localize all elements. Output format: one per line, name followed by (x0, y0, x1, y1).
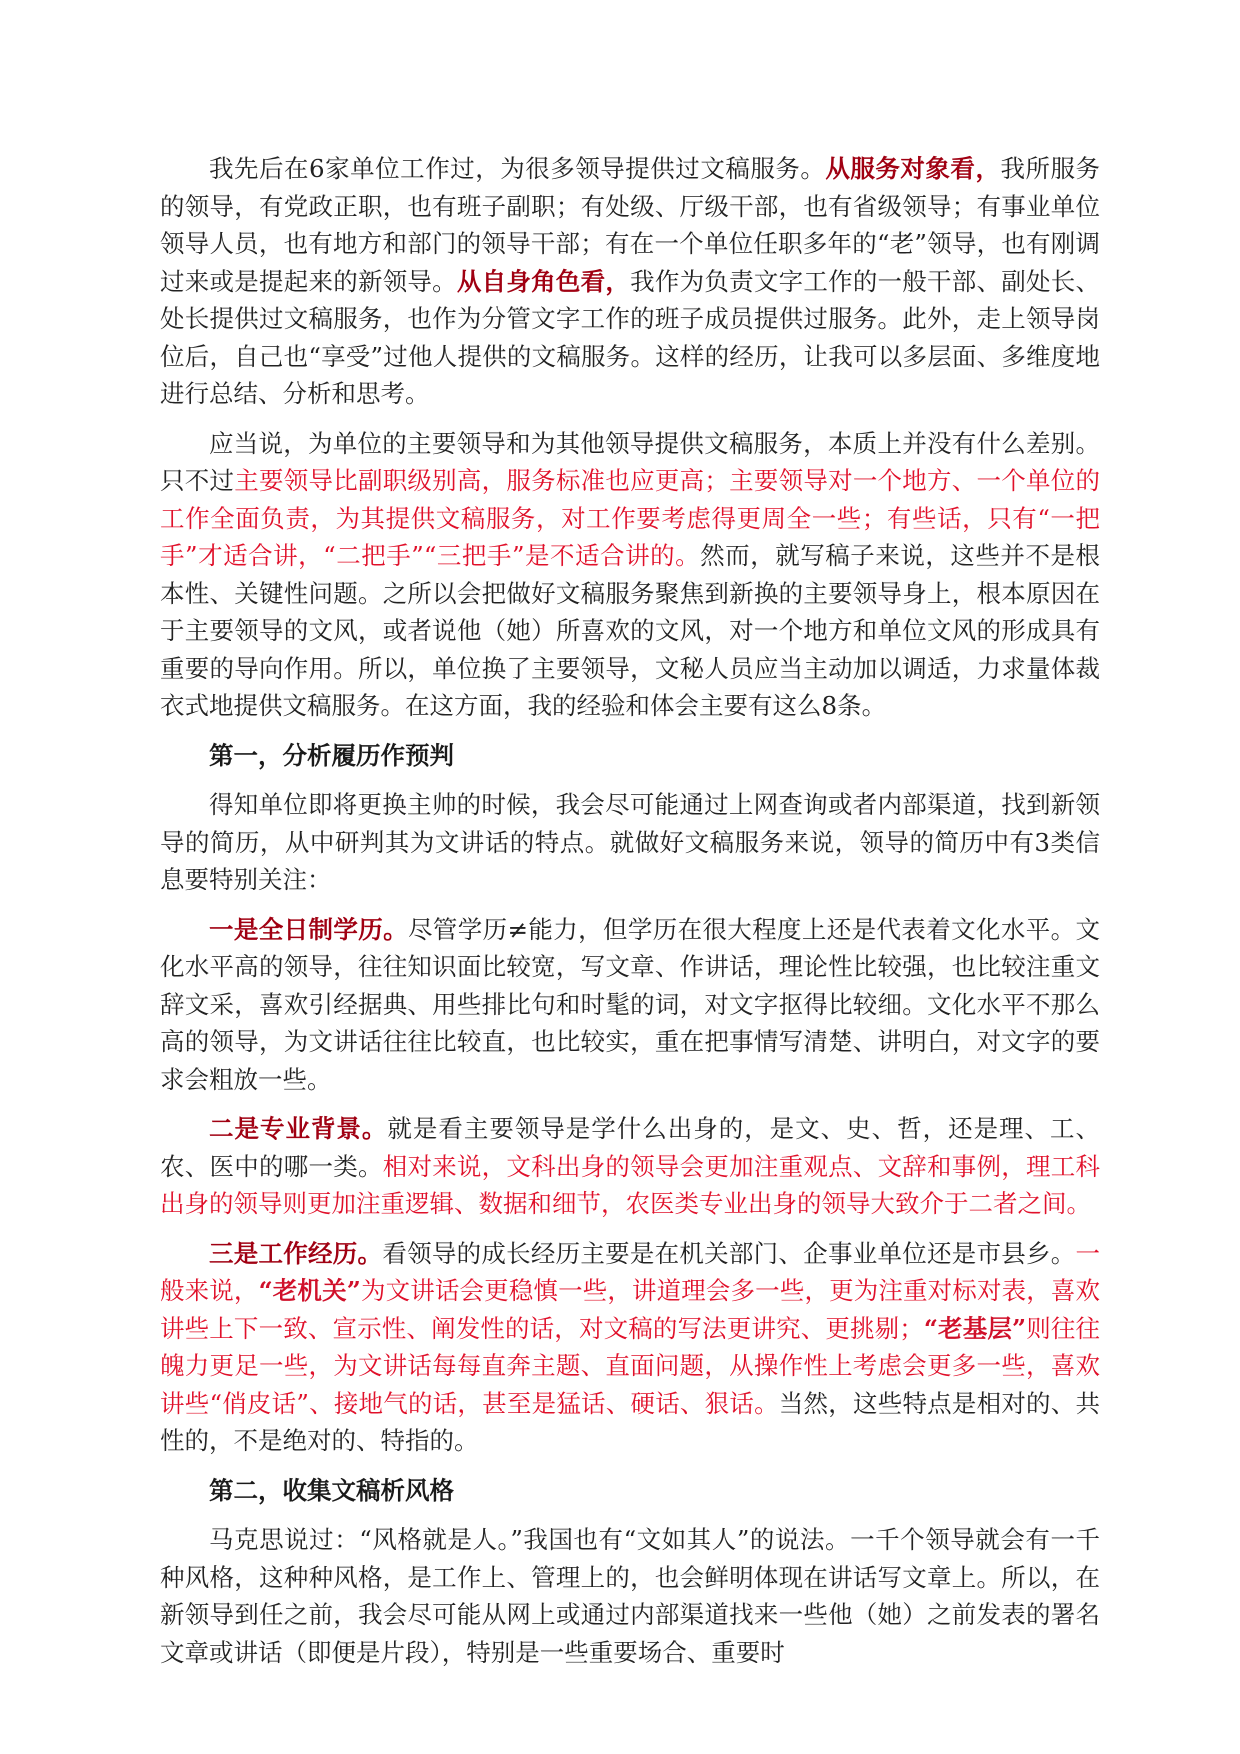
paragraph-text: 当然，这些特点是相对的、共性的，不是绝对的、特指的。 (160, 1388, 1100, 1455)
paragraph-resume: 得知单位即将更换主帅的时候，我会尽可能通过上网查询或者内部渠道，找到新领导的简历，从中研判其为文讲话的特点。就做好文稿服务来说，领导的简历中有3类信息要特别关注： (160, 790, 1100, 894)
paragraph-major (160, 1110, 1100, 1223)
highlighted-text: 相对来说，文科出身的领导会更加注重观点、文辞和事例，理工科出身的领导则更加注重逻辑、数据和细节，农医类专业出身的领导大致介于二者之间。 (160, 1151, 1101, 1218)
highlighted-term-old-grassroots: “老基层” (923, 1313, 1027, 1343)
highlighted-text: 一般来说， (160, 1238, 1101, 1305)
paragraph-education (160, 911, 1100, 1099)
paragraph-text: 我先后在6家单位工作过，为很多领导提供过文稿服务。 (209, 154, 826, 183)
paragraph-text: 我所服务的领导，有党政正职，也有班子副职；有处级、厅级干部，也有省级领导；有事业单位领导人员，也有地方和部门的领导干部；有在一个单位任职多年的“老”领导，也有刚调过来或是提起来的新领导。 (160, 154, 1101, 296)
lead-phrase-service-object: 从服务对象看， (825, 154, 1001, 183)
paragraph-text: 就是看主要领导是学什么出身的，是文、史、哲，还是理、工、农、医中的哪一类。 (160, 1114, 1101, 1181)
paragraph-experience (160, 1235, 1100, 1460)
lead-phrase-education: 一是全日制学历。 (209, 914, 408, 944)
lead-phrase-major: 二是专业背景。 (209, 1114, 388, 1143)
section-heading-2: 第二，收集文稿析风格 (209, 1475, 454, 1505)
document-body (160, 150, 1100, 1683)
paragraph-text: 尽管学历≠能力，但学历在很大程度上还是代表着文化水平。文化水平高的领导，往往知识面比较宽，写文章、作讲话，理论性比较强，也比较注重文辞文采，喜欢引经据典、用些排比句和时髦的词，对文字抠得比较细。文化水平不那么高的领导，为文讲话往往比较直，也比较实，重在把事情写清楚、讲明白，对文字的要求会粗放一些。 (160, 914, 1100, 1094)
paragraph-text: 看领导的成长经历主要是在机关部门、企事业单位还是市县乡。 (382, 1238, 1076, 1268)
paragraph-text: 应当说，为单位的主要领导和为其他领导提供文稿服务，本质上并没有什么差别。只不过 (160, 428, 1100, 495)
section-heading-1: 第一，分析履历作预判 (209, 740, 454, 770)
paragraph-style: 马克思说过：“风格就是人。”我国也有“文如其人”的说法。一千个领导就会有一千种风格，这种种风格，是工作上、管理上的，也会鲜明体现在讲话写文章上。所以，在新领导到任之前，我会尽可能从网上或通过内部渠道找来一些他（她）之前发表的署名文章或讲话（即便是片段），特别是一些重要场合、重要时 (160, 1525, 1100, 1667)
paragraph-text: 然而，就写稿子来说，这些并不是根本性、关键性问题。之所以会把做好文稿服务聚焦到新换的主要领导身上，根本原因在于主要领导的文风，或者说他（她）所喜欢的文风，对一个地方和单位文风的形成具有重要的导向作用。所以，单位换了主要领导，文秘人员应当主动加以调适，力求量体裁衣式地提供文稿服务。在这方面，我的经验和体会主要有这么8条。 (160, 541, 1100, 720)
paragraph-text: 我作为负责文字工作的一般干部、副处长、处长提供过文稿服务，也作为分管文字工作的班子成员提供过服务。此外，走上领导岗位后，自己也“享受”过他人提供的文稿服务。这样的经历，让我可以多层面、多维度地进行总结、分析和思考。 (160, 266, 1101, 408)
paragraph-main-leader (160, 425, 1100, 725)
lead-phrase-experience: 三是工作经历。 (209, 1238, 383, 1268)
highlighted-text: 则往往魄力更足一些，为文讲话每每直奔主题、直面问题，从操作性上考虑会更多一些，喜欢讲些“俏皮话”、接地气的话，甚至是猛话、硬话、狠话。 (160, 1313, 1101, 1418)
highlighted-text: 主要领导比副职级别高，服务标准也应更高；主要领导对一个地方、一个单位的工作全面负责，为其提供文稿服务，对工作要考虑得更周全一些；有些话，只有“一把手”才适合讲，“二把手”“三把手”是不适合讲的。 (160, 466, 1101, 570)
lead-phrase-self-role: 从自身角色看， (456, 266, 631, 296)
highlighted-term-old-office: “老机关” (258, 1276, 361, 1305)
highlighted-text: 为文讲话会更稳慎一些，讲道理会多一些，更为注重对标对表，喜欢讲些上下一致、宣示性、阐发性的话，对文稿的写法更讲究、更挑剔； (160, 1276, 1101, 1343)
paragraph-intro (160, 150, 1100, 413)
